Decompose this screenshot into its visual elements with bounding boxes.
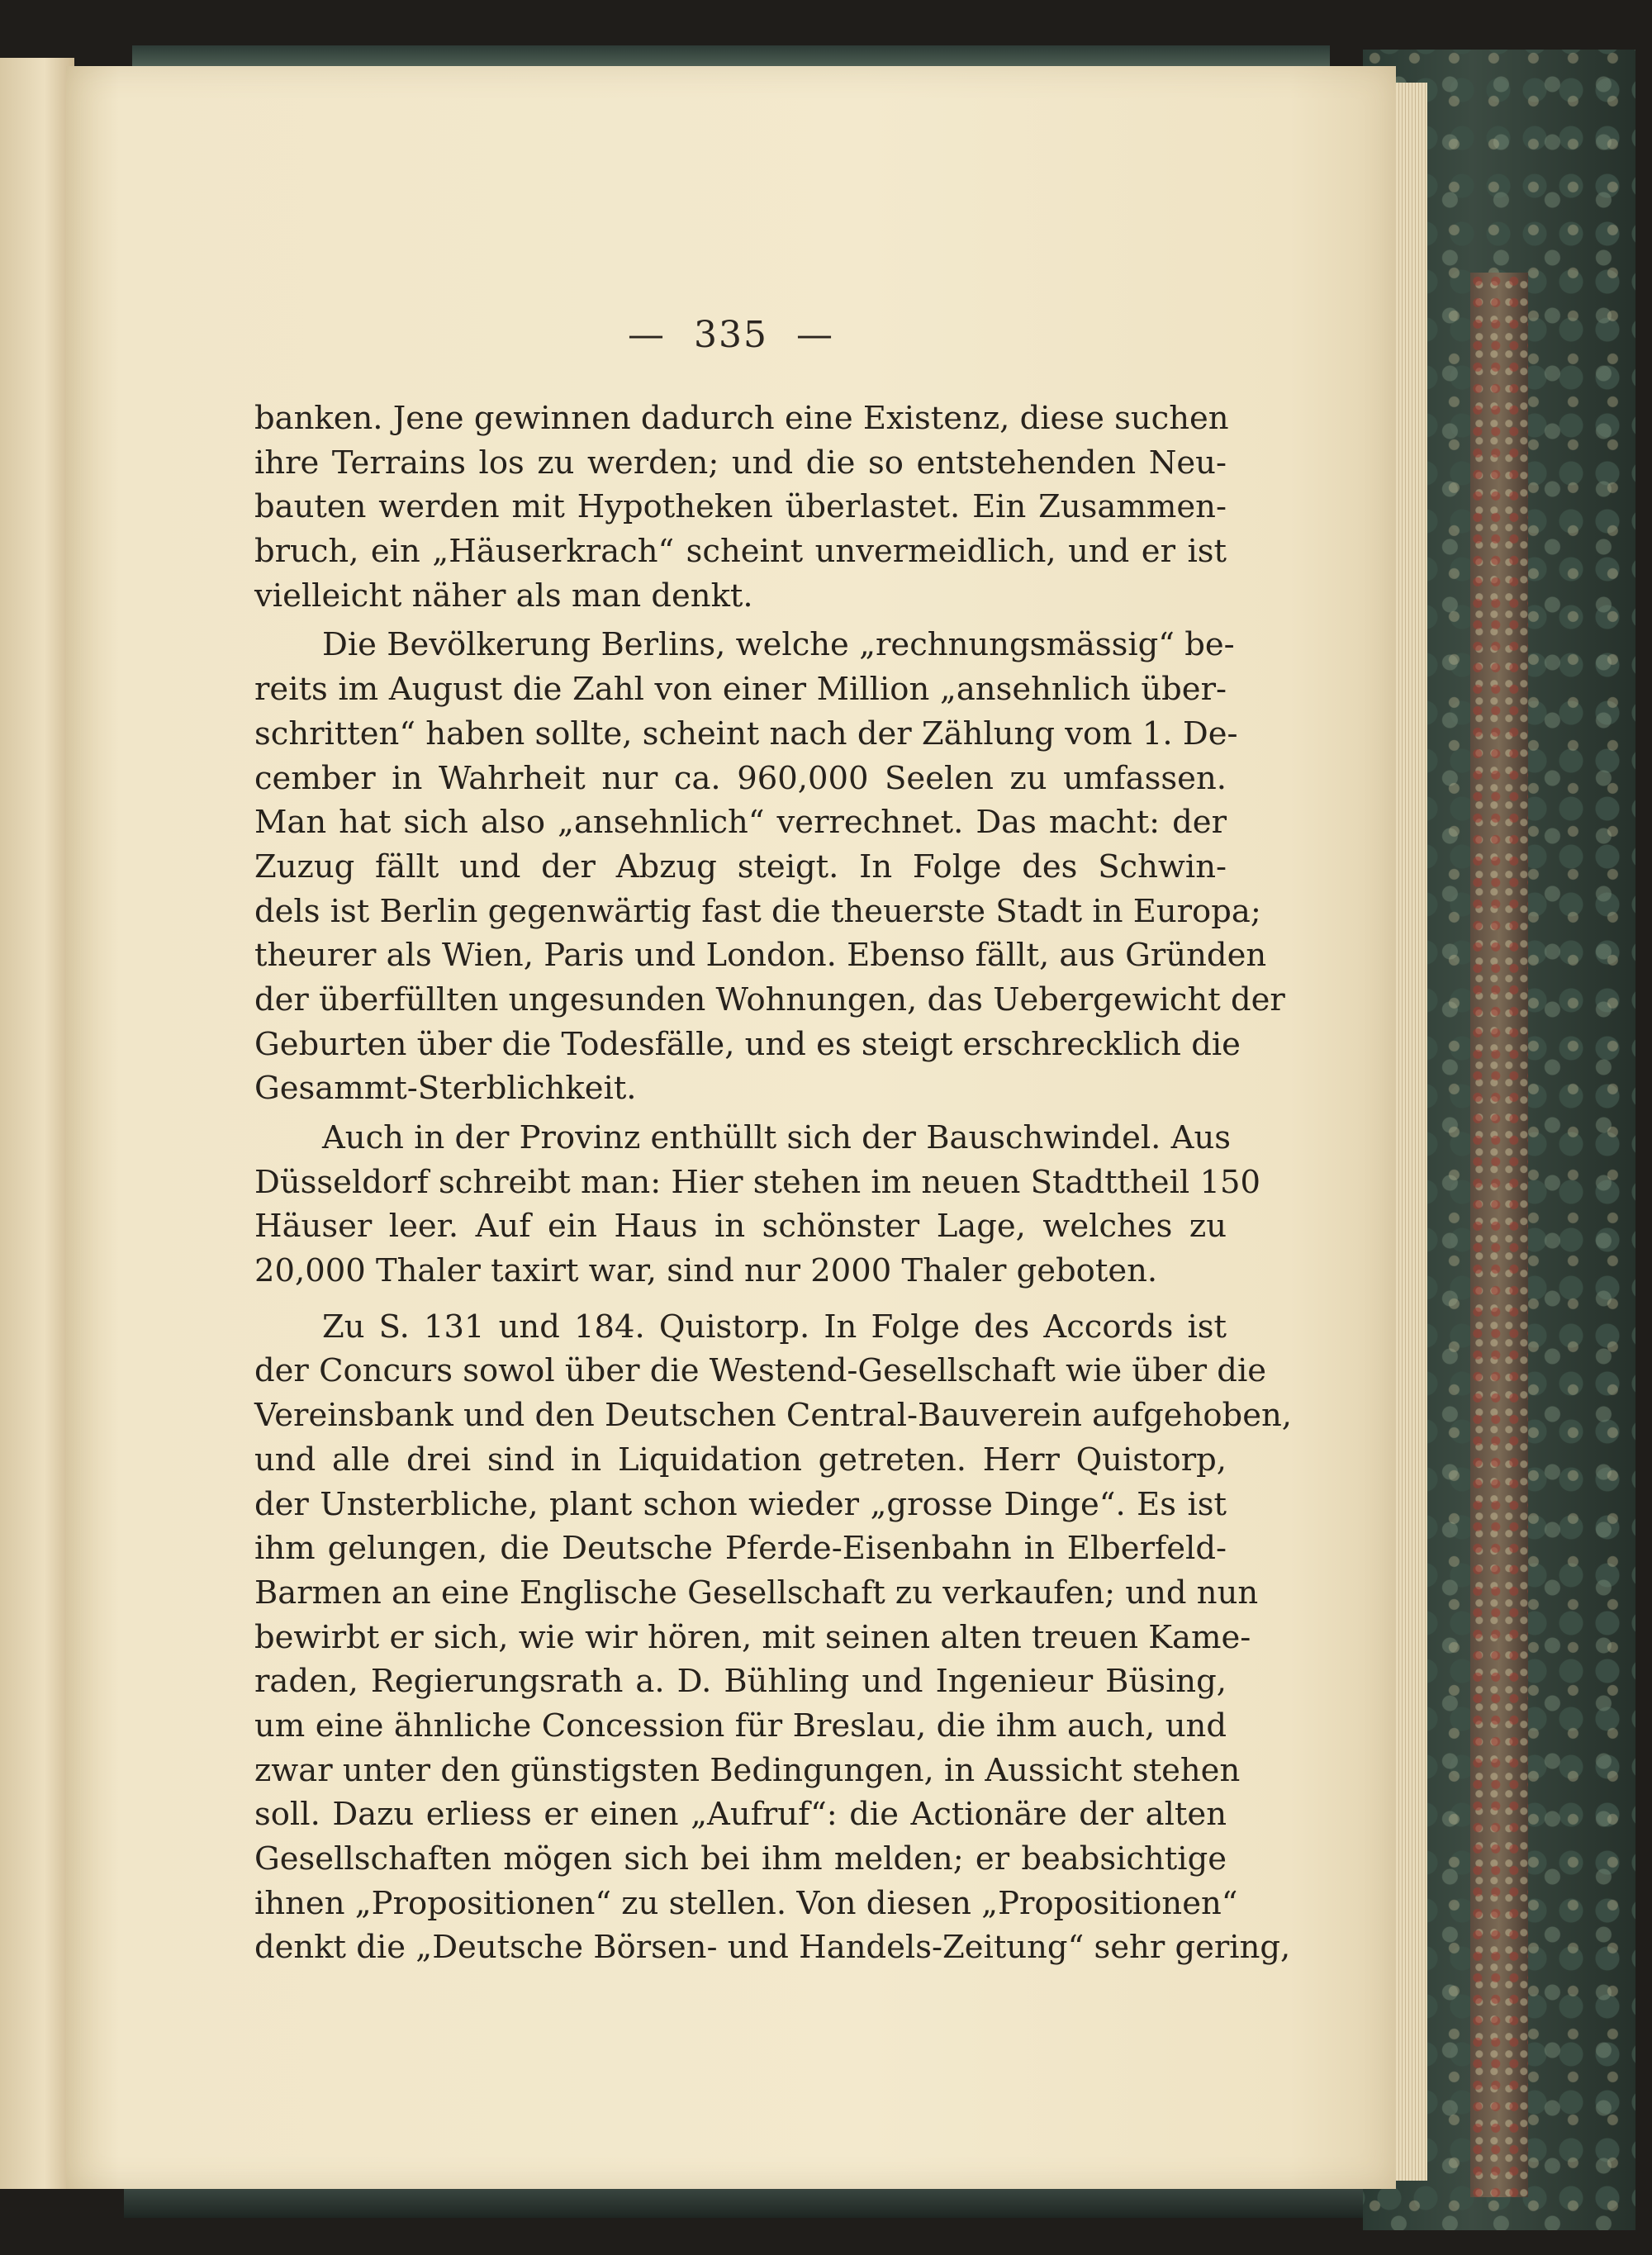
page-number: 335 <box>694 314 768 356</box>
marbled-endpaper <box>1470 273 1528 2197</box>
text-line: Zu S. 131 und 184. Quistorp. In Folge des Accords ist <box>322 1308 1227 1346</box>
text-line: Barmen an eine Englische Gesellschaft zu verkaufen; und nun <box>254 1574 1259 1612</box>
paragraph <box>254 396 1227 618</box>
paragraph <box>254 623 1285 1111</box>
previous-page-edge <box>0 58 74 2189</box>
paragraph <box>254 1116 1260 1294</box>
text-line: reits im August die Zahl von einer Million „ansehnlich über- <box>254 671 1227 709</box>
text-line: Geburten über die Todesfälle, und es steigt erschrecklich die <box>254 1025 1241 1063</box>
text-line: dels ist Berlin gegenwärtig fast die theuerste Stadt in Europa; <box>254 892 1261 930</box>
paragraph <box>254 1305 1293 1970</box>
text-line: Zuzug fällt und der Abzug steigt. In Folge des Schwin- <box>254 847 1227 885</box>
text-line: theurer als Wien, Paris und London. Ebenso fällt, aus Gründen <box>254 937 1267 975</box>
text-line: cember in Wahrheit nur ca. 960,000 Seelen zu umfassen. <box>254 759 1227 797</box>
text-line: schritten“ haben sollte, scheint nach der Zählung vom 1. De- <box>254 714 1238 752</box>
text-line: Auch in der Provinz enthüllt sich der Bauschwindel. Aus <box>322 1119 1231 1156</box>
text-line: Häuser leer. Auf ein Haus in schönster Lage, welches zu <box>254 1208 1227 1246</box>
text-line: Die Bevölkerung Berlins, welche „rechnungsmässig“ be- <box>322 626 1235 664</box>
text-line: Düsseldorf schreibt man: Hier stehen im neuen Stadttheil 150 <box>254 1163 1260 1201</box>
text-line: ihre Terrains los zu werden; und die so entstehenden Neu- <box>254 444 1227 482</box>
text-line: um eine ähnliche Concession für Breslau, die ihm auch, und <box>254 1707 1227 1745</box>
text-line: der Unsterbliche, plant schon wieder „grosse Dinge“. Es ist <box>254 1485 1227 1523</box>
text-line: und alle drei sind in Liquidation getreten. Herr Quistorp, <box>254 1441 1227 1479</box>
text-line: 20,000 Thaler taxirt war, sind nur 2000 Thaler geboten. <box>254 1252 1158 1290</box>
text-line: Man hat sich also „ansehnlich“ verrechnet. Das macht: der <box>254 804 1227 842</box>
text-line: der überfüllten ungesunden Wohnungen, das Uebergewicht der <box>254 980 1285 1018</box>
text-line: zwar unter den günstigsten Bedingungen, in Aussicht stehen <box>254 1751 1241 1789</box>
text-line: soll. Dazu erliess er einen „Aufruf“: die Actionäre der alten <box>254 1796 1227 1834</box>
text-line: ihm gelungen, die Deutsche Pferde-Eisenbahn in Elberfeld- <box>254 1530 1227 1568</box>
text-line: bruch, ein „Häuserkrach“ scheint unvermeidlich, und er ist <box>254 533 1227 571</box>
text-line: ihnen „Propositionen“ zu stellen. Von diesen „Propositionen“ <box>254 1884 1238 1922</box>
text-line: denkt die „Deutsche Börsen- und Handels-Zeitung“ sehr gering, <box>254 1929 1291 1967</box>
text-line: der Concurs sowol über die Westend-Gesellschaft wie über die <box>254 1352 1267 1390</box>
text-line: Vereinsbank und den Deutschen Central-Bauverein aufgehoben, <box>254 1397 1293 1435</box>
text-line: bewirbt er sich, wie wir hören, mit seinen alten treuen Kame- <box>254 1618 1251 1656</box>
page-header <box>66 314 1396 356</box>
page-body-text <box>254 396 1293 1970</box>
book-binding-bottom <box>124 2185 1363 2218</box>
page-number-dash-right: — <box>795 314 834 356</box>
page-number-dash-left: — <box>628 314 666 356</box>
text-line: Gesellschaften mögen sich bei ihm melden; er beabsichtige <box>254 1840 1227 1878</box>
text-line: bauten werden mit Hypotheken überlastet. Ein Zusammen- <box>254 488 1227 526</box>
book-page <box>66 66 1396 2189</box>
text-line: Gesammt-Sterblichkeit. <box>254 1070 637 1108</box>
text-line: vielleicht näher als man denkt. <box>254 577 753 615</box>
text-line: banken. Jene gewinnen dadurch eine Existenz, diese suchen <box>254 400 1229 437</box>
text-line: raden, Regierungsrath a. D. Bühling und Ingenieur Büsing, <box>254 1663 1227 1701</box>
